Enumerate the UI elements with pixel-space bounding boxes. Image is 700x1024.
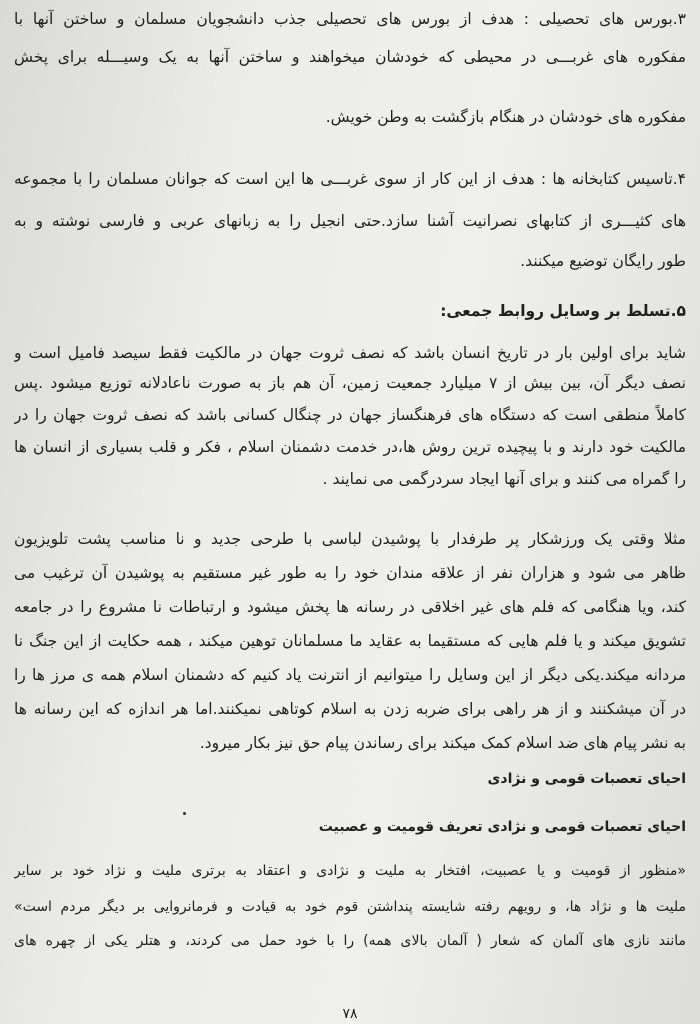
- text-line-12: را گمراه می کنند و برای آنها ایجاد سردرگمی می نمایند .: [322, 470, 686, 488]
- text-line-24: مانند نازی های آلمان که شعار ( آلمان بالای همه) را با خود حمل می کردند، و هتلر یکی از چهره های: [14, 933, 686, 949]
- text-line-6: طور رایگان توضیع میکنند.: [520, 252, 686, 270]
- text-line-14: ظاهر می شود و هزاران نفر از علاقه مندان خود را به طور غیر مستقیم به پوشیدن آن ترغیب می: [14, 564, 686, 582]
- document-page: [14, 0, 686, 1024]
- page-number: ۷۸: [342, 1006, 358, 1022]
- text-line-11: مالکیت خود دارند و با پیچیده ترین روش ها،در خدمت دشمنان اسلام ، فکر و قلب بسیاری از انسان ها: [14, 438, 686, 456]
- text-line-2: مفکوره های غربـــی در محیطی که خودشان میخواهند و ساختن آنها به یک وسیـــله برای پخش: [14, 48, 686, 66]
- text-line-5: های کثیـــری از کتابهای نصرانیت آشنا سازد.حتی انجیل را به زبانهای عربی و فارسی نوشته و به: [14, 212, 686, 230]
- section-heading-ethnic: احیای تعصبات قومی و نژادی: [487, 771, 686, 787]
- text-line-16: تشویق میکند و یا فلم هایی که مستقیما به عقاید ما مسلمانان توهین میکند ، همه حکایت از این جنگ نا: [14, 632, 686, 650]
- text-line-4: ۴.تاسیس کتابخانه ها : هدف از این کار از سوی غربـــی ها این است که جوانان مسلمان را با مجموعه: [14, 170, 686, 188]
- section-heading-media: ۵.تسلط بر وسایل روابط جمعی:: [440, 302, 686, 320]
- subheading-ethnic-definition: احیای تعصبات قومی و نژادی تعریف قومیت و عصبیت: [318, 819, 686, 835]
- text-line-3: مفکوره های خودشان در هنگام بازگشت به وطن خویش.: [325, 108, 686, 126]
- text-line-22: «منظور از قومیت و یا عصبیت، افتخار به ملیت و نژادی و اعتقاد به برتری ملیت و نژاد خود بر سایر: [14, 863, 686, 879]
- text-line-23: ملیت ها و نژاد ها، و رویهم رفته شایسته پنداشتن قوم خود به قیادت و فرمانروایی بر دیگر مردم است»: [14, 899, 686, 915]
- text-line-8: شاید برای اولین بار در تاریخ انسان باشد که نصف ثروت جهان در مالکیت فقط سیصد فامیل است و: [14, 344, 686, 362]
- text-line-10: کاملاً منطقی است که دستگاه های فرهنگساز جهان در چنگال کسانی باشد که نصف ثروت جهان را در: [14, 406, 686, 424]
- scan-dot: [183, 812, 186, 815]
- text-line-9: نصف دیگر آن، بین بیش از ۷ میلیارد جمعیت زمین، آن هم باز به صورت ناعادلانه توزیع میشود .پس: [14, 374, 686, 392]
- text-line-1: ۳.بورس های تحصیلی : هدف از بورس های تحصیلی جذب دانشجویان مسلمان و ساختن آنها با: [14, 10, 686, 28]
- text-line-18: در آن میشکنند و از هر راهی برای ضربه زدن به اسلام کوتاهی نمیکنند.اما هر اندازه که این رسانه ها: [14, 700, 686, 718]
- text-line-13: مثلا وقتی یک ورزشکار پر طرفدار با پوشیدن لباسی با طرحی جدید و نا مناسب پشت تلویزیون: [14, 530, 686, 548]
- text-line-15: کند، ویا هنگامی که فلم های غیر اخلاقی در رسانه ها پخش میشود و ارتباطات نا مشروع را در جامعه: [14, 598, 686, 616]
- text-line-19: به نشر پیام های ضد اسلام کمک میکند برای رساندن پیام حق نیز بکار میرود.: [199, 734, 686, 752]
- text-line-17: مردانه میکند.یکی دیگر از این وسایل را میتوانیم از انترنت یاد کنیم که دشمنان اسلام همه ی مرز ها را: [14, 666, 686, 684]
